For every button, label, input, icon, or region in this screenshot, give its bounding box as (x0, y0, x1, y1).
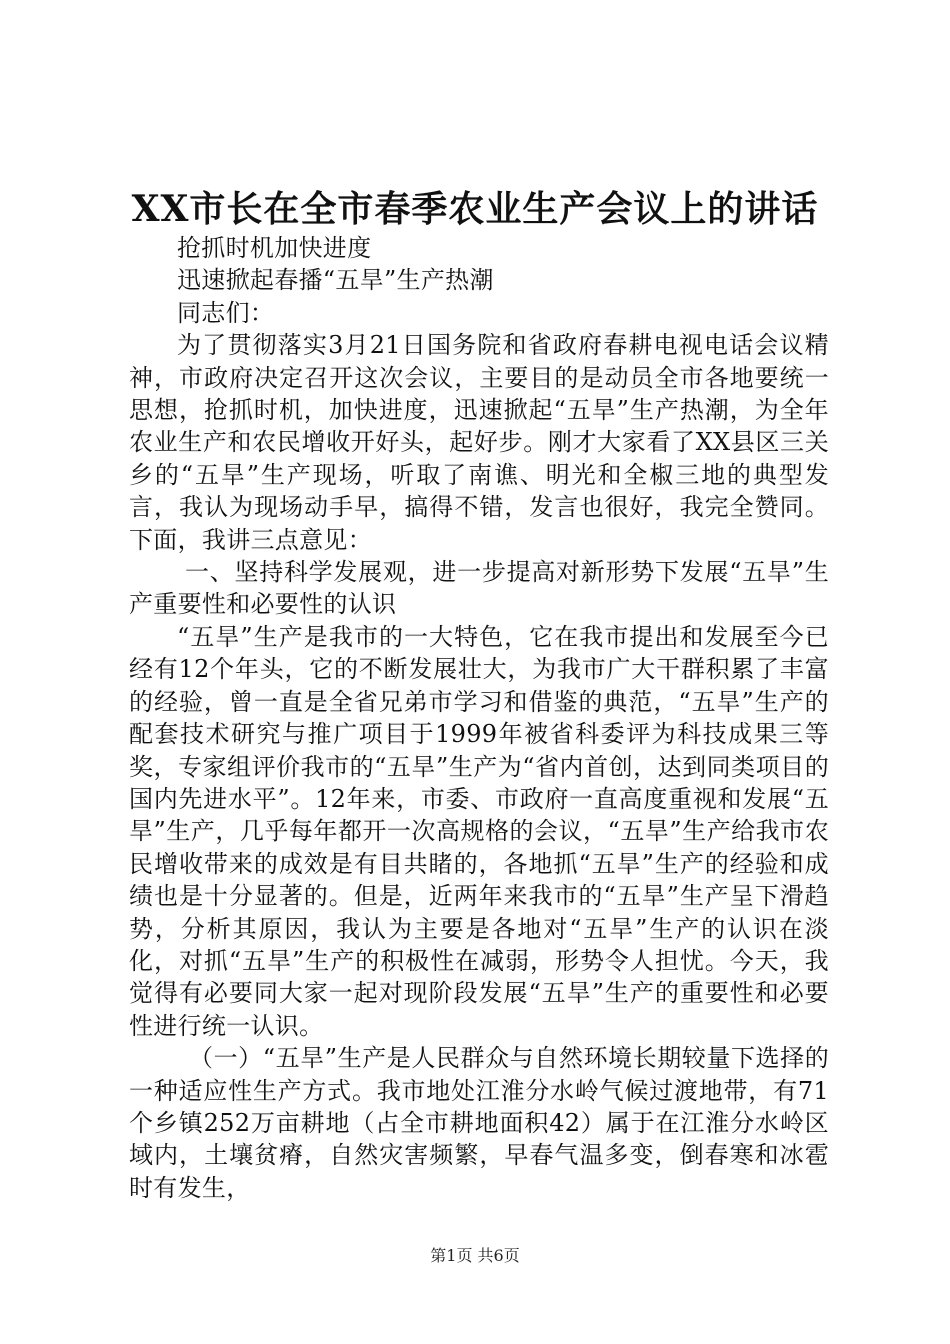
section-heading-1: 一、坚持科学发展观，进一步提高对新形势下发展“五旱”生产重要性和必要性的认识 (129, 558, 829, 619)
paragraph-body: “五旱”生产是我市的一大特色，它在我市提出和发展至今已经有12个年头，它的不断发展壮大，为我市广大干群积累了丰富的经验，曾一直是全省兄弟市学习和借鉴的典范，“五旱”生产的配套技术研究与推广项目于1999年被省科委评为科技成果三等奖，专家组评价我市的“五旱”生产为“省内首创，达到同类项目的国内先进水平”。12年来，市委、市政府一直高度重视和发展“五旱”生产，几乎每年都开一次高规格的会议，“五旱”生产给我市农民增收带来的成效是有目共睹的，各地抓“五旱”生产的经验和成绩也是十分显著的。但是，近两年来我市的“五旱”生产呈下滑趋势，分析其原因，我认为主要是各地对“五旱”生产的认识在淡化，对抓“五旱”生产的积极性在减弱，形势令人担忧。今天，我觉得有必要同大家一起对现阶段发展“五旱”生产的重要性和必要性进行统一认识。 (129, 622, 829, 1040)
document-title: XX市长在全市春季农业生产会议上的讲话 (131, 188, 819, 230)
subtitle-line-2: 迅速掀起春播“五旱”生产热潮 (177, 266, 494, 295)
page-footer: 第1页 共6页 (430, 1246, 520, 1265)
paragraph-subsection-1: （一）“五旱”生产是人民群众与自然环境长期较量下选择的一种适应性生产方式。我市地处江淮分水岭气候过渡地带，有71个乡镇252万亩耕地（占全市耕地面积42）属于在江淮分水岭区域内，土壤贫瘠，自然灾害频繁，早春气温多变，倒春寒和冰雹时有发生， (129, 1044, 829, 1202)
paragraph-intro: 为了贯彻落实3月21日国务院和省政府春耕电视电话会议精神，市政府决定召开这次会议，主要目的是动员全市各地要统一思想，抢抓时机，加快进度，迅速掀起“五旱”生产热潮，为全年农业生产和农民增收开好头，起好步。刚才大家看了XX县区三关乡的“五旱”生产现场，听取了南谯、明光和全椒三地的典型发言，我认为现场动手早，搞得不错，发言也很好，我完全赞同。下面，我讲三点意见： (129, 331, 829, 554)
subtitle-line-1: 抢抓时机加快进度 (177, 234, 372, 262)
salutation: 同志们： (177, 298, 275, 327)
document-body (129, 232, 829, 1204)
